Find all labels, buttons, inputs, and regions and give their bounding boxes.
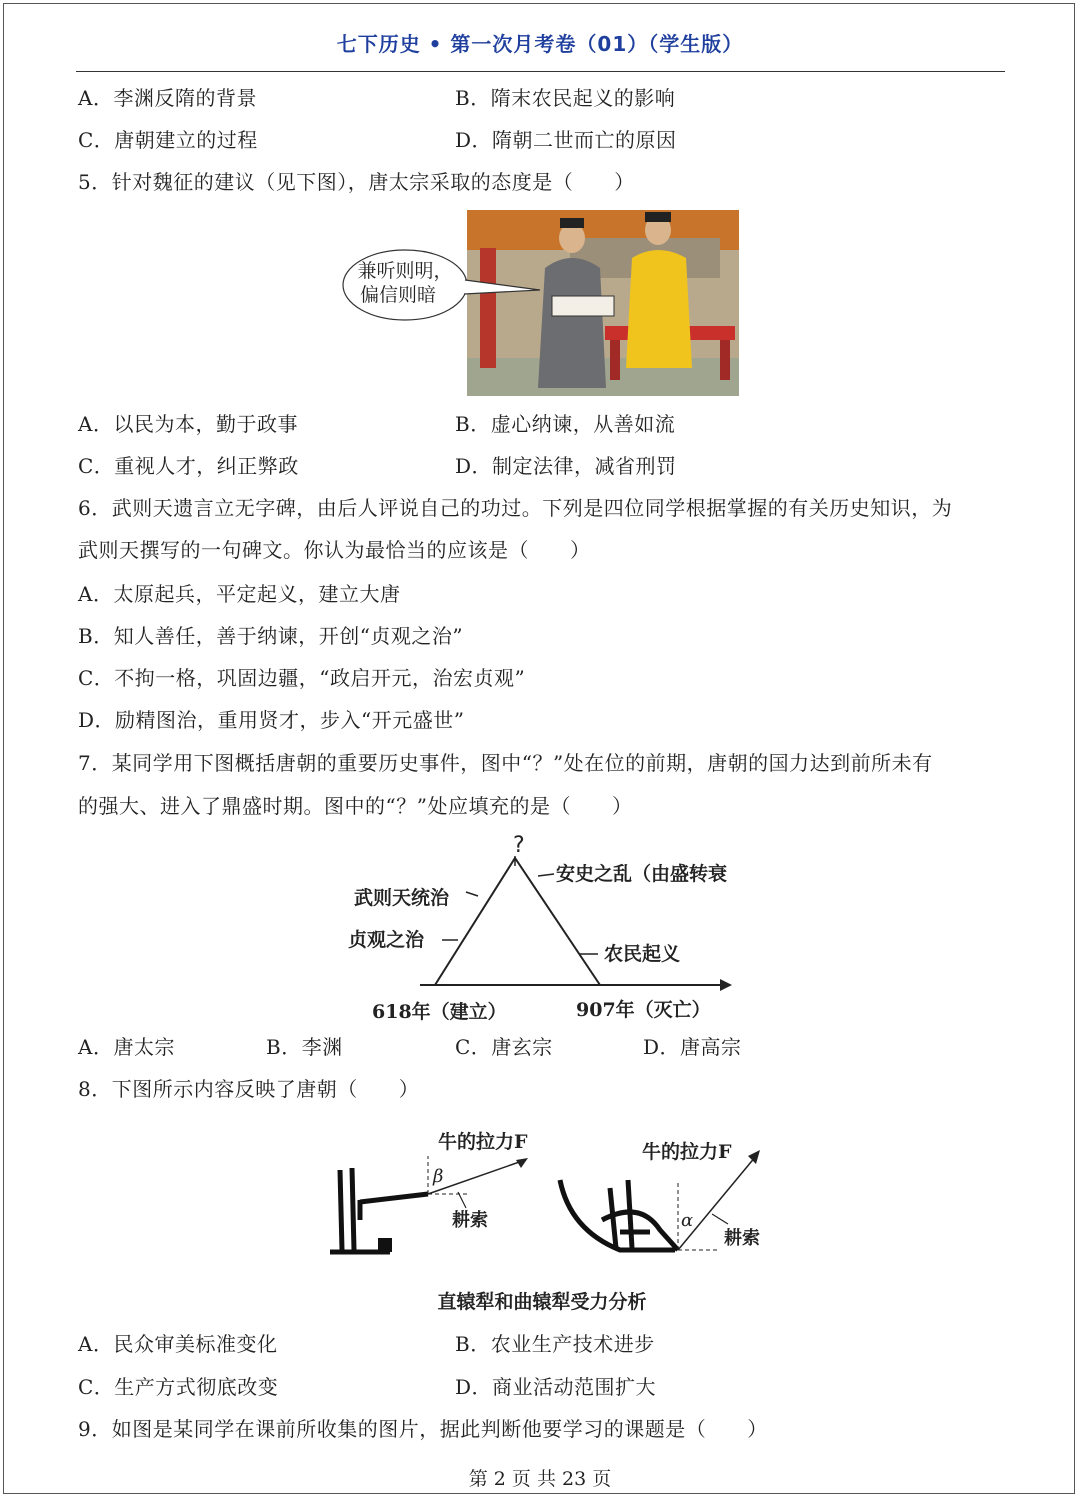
curved-plough: [560, 1180, 678, 1250]
right-force-label: 牛的拉力F: [642, 1141, 732, 1163]
label-anshi: 安史之乱（由盛转衰: [556, 863, 728, 885]
q9-stem: 9．如图是某同学在课前所收集的图片，据此判断他要学习的课题是（ ）: [78, 1417, 768, 1441]
q8-option-b: B．农业生产技术进步: [455, 1332, 655, 1356]
label-907: 907年（灭亡）: [576, 999, 711, 1021]
q7-triangle-diagram: [340, 828, 760, 1028]
q4-option-c: C．唐朝建立的过程: [78, 128, 258, 152]
q7-option-a: A．唐太宗: [78, 1035, 175, 1059]
q6-option-b: B．知人善任，善于纳谏，开创“贞观之治”: [78, 624, 464, 648]
q7-option-d: D．唐高宗: [643, 1035, 742, 1059]
q6-option-d: D．励精图治，重用贤才，步入“开元盛世”: [78, 708, 465, 732]
q8-stem: 8．下图所示内容反映了唐朝（ ）: [78, 1077, 420, 1101]
bubble-line-2: 偏信则暗: [359, 284, 437, 306]
q6-stem-line-2: 武则天撰写的一句碑文。你认为最恰当的应该是（ ）: [78, 538, 591, 562]
q7-stem-line-2: 的强大、进入了鼎盛时期。图中的“？”处应填充的是（ ）: [78, 794, 633, 818]
header-rule: [76, 71, 1005, 72]
q8-option-a: A．民众审美标准变化: [78, 1332, 278, 1356]
q8-option-c: C．生产方式彻底改变: [78, 1375, 279, 1399]
bubble-line-1: 兼听则明，: [357, 260, 453, 282]
label-zhenguan: 贞观之治: [348, 929, 425, 951]
label-618: 618年（建立）: [372, 1001, 507, 1023]
label-peasant-uprising: 农民起义: [604, 943, 681, 965]
red-pillar: [480, 248, 496, 368]
left-angle-beta: β: [433, 1166, 444, 1187]
q6-option-c: C．不拘一格，巩固边疆，“政启开元，治宏贞观”: [78, 666, 526, 690]
page-footer: 第 2 页 共 23 页: [468, 1468, 612, 1490]
q5-option-a: A．以民为本，勤于政事: [78, 412, 298, 436]
q4-option-a: A．李渊反隋的背景: [78, 86, 257, 110]
q5-illustration: [340, 208, 740, 398]
figure-caption: 直辕犁和曲辕犁受力分析: [437, 1291, 647, 1313]
q5-option-c: C．重视人才，纠正弊政: [78, 454, 299, 478]
scroll: [552, 296, 614, 316]
right-angle-alpha: α: [681, 1210, 694, 1231]
q6-stem-line-1: 6．武则天遗言立无字碑，由后人评说自己的功过。下列是四位同学根据掌握的有关历史知识，为: [78, 496, 953, 520]
left-rope-label: 耕索: [452, 1210, 488, 1231]
q5-option-b: B．虚心纳谏，从善如流: [455, 412, 676, 436]
label-wu-zetian: 武则天统治: [354, 887, 450, 909]
page-header-title: 七下历史 • 第一次月考卷（01）（学生版）: [336, 32, 744, 56]
q8-option-d: D．商业活动范围扩大: [455, 1375, 657, 1399]
q4-option-b: B．隋末农民起义的影响: [455, 86, 676, 110]
q7-option-b: B．李渊: [266, 1035, 343, 1059]
official-figure: [538, 258, 606, 388]
q6-option-a: A．太原起兵，平定起义，建立大唐: [78, 582, 401, 606]
q7-stem-line-1: 7．某同学用下图概括唐朝的重要历史事件，图中“？”处在位的前期，唐朝的国力达到前所未有: [78, 751, 933, 775]
q5-stem: 5．针对魏征的建议（见下图），唐太宗采取的态度是（ ）: [78, 170, 635, 194]
emperor-figure: [626, 250, 692, 368]
q7-option-c: C．唐玄宗: [455, 1035, 553, 1059]
apex-question-mark: ?: [513, 833, 525, 858]
q8-plough-figure: [320, 1120, 780, 1315]
q5-option-d: D．制定法律，减省刑罚: [455, 454, 677, 478]
right-rope-label: 耕索: [724, 1228, 760, 1249]
left-force-label: 牛的拉力F: [438, 1131, 528, 1153]
q4-option-d: D．隋朝二世而亡的原因: [455, 128, 677, 152]
